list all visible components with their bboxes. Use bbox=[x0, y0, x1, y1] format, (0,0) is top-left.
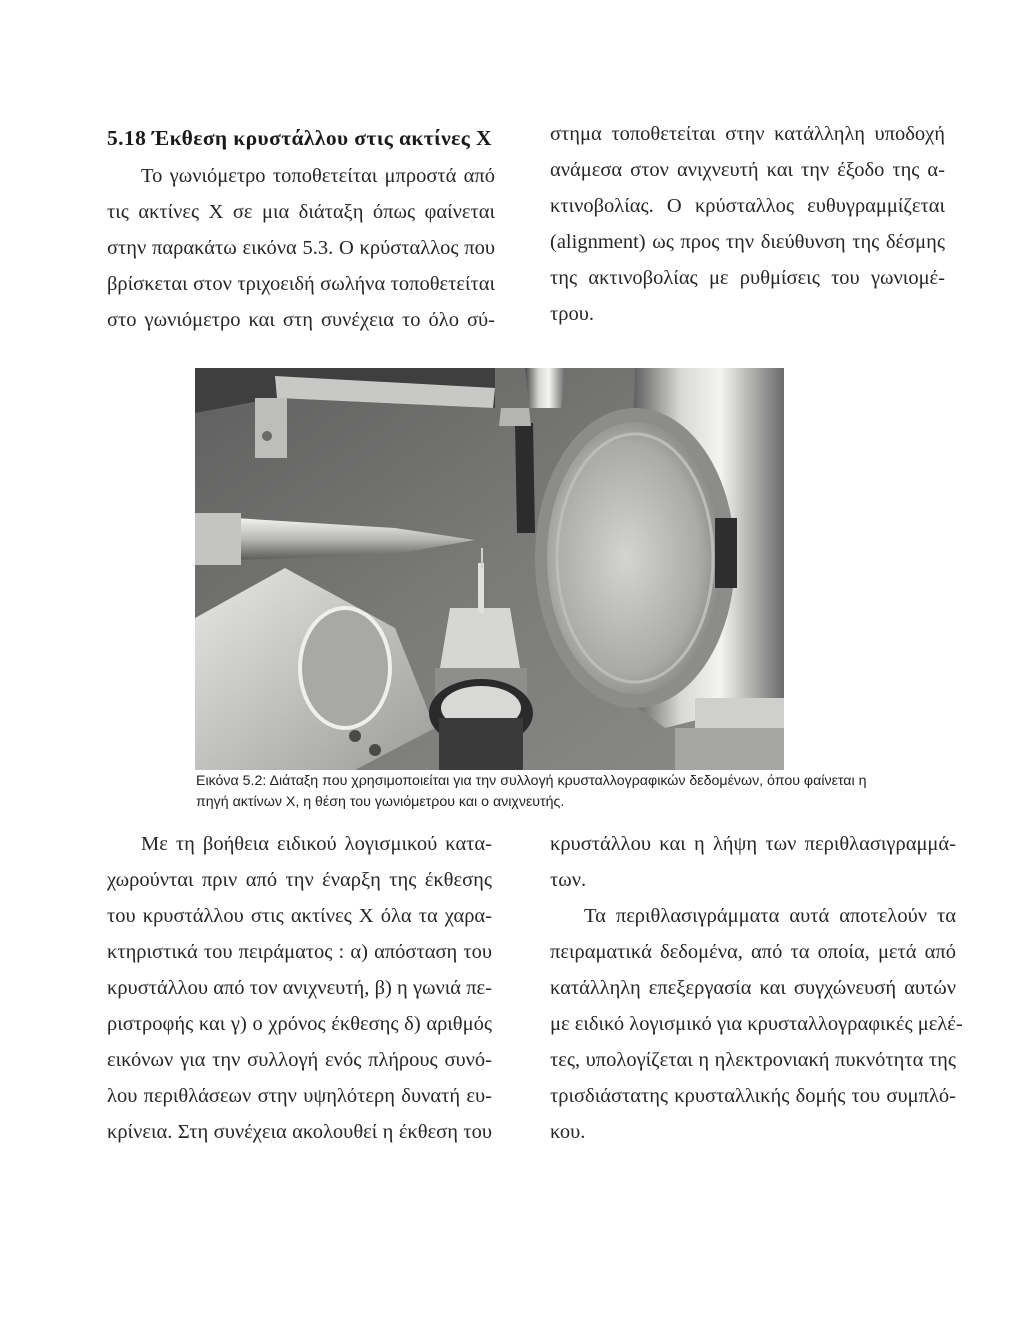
text-line: εικόνων για την συλλογή ενός πλήρους συνό- bbox=[107, 1049, 492, 1071]
top-left-column bbox=[107, 124, 495, 338]
text-line: Με τη βοήθεια ειδικού λογισμικού κατα- bbox=[141, 833, 492, 855]
text-line: Τα περιθλασιγράμματα αυτά αποτελούν τα bbox=[584, 905, 956, 927]
caption-line: πηγή ακτίνων Χ, η θέση του γωνιόμετρου και ο ανιχνευτής. bbox=[196, 794, 565, 810]
section-heading: 5.18 Έκθεση κρυστάλλου στις ακτίνες Χ bbox=[107, 126, 492, 150]
software-paragraph bbox=[107, 826, 492, 1150]
text-line: τες, υπολογίζεται η ηλεκτρονιακή πυκνότητα της bbox=[550, 1049, 956, 1071]
text-line: του κρυστάλλου στις ακτίνες Χ όλα τα χαρα- bbox=[107, 905, 492, 927]
text-line: των. bbox=[550, 869, 587, 891]
text-line: τρου. bbox=[550, 303, 594, 325]
text-line: κρυστάλλου από τον ανιχνευτή, β) η γωνιά πε- bbox=[107, 977, 492, 999]
text-line: βρίσκεται στον τριχοειδή σωλήνα τοποθετείται bbox=[107, 273, 495, 295]
text-line: στην παρακάτω εικόνα 5.3. Ο κρύσταλλος που bbox=[107, 237, 495, 259]
text-line: με ειδικό λογισμικό για κρυσταλλογραφικές μελέ- bbox=[550, 1013, 963, 1035]
diffraction-paragraph bbox=[550, 898, 963, 1150]
text-line: λου περιθλάσεων στην υψηλότερη δυνατή ευ- bbox=[107, 1085, 492, 1107]
intro-paragraph-start bbox=[107, 158, 495, 338]
text-line: κρυστάλλου και η λήψη των περιθλασιγραμμά- bbox=[550, 833, 956, 855]
text-line: ριστροφής και γ) ο χρόνος έκθεσης δ) αριθμός bbox=[107, 1013, 492, 1035]
bottom-right-column bbox=[550, 826, 963, 1150]
text-line: κρίνεια. Στη συνέχεια ακολουθεί η έκθεση του bbox=[107, 1121, 492, 1143]
text-line: της ακτινοβολίας με ρυθμίσεις του γωνιομέ- bbox=[550, 267, 945, 289]
software-paragraph-end bbox=[550, 826, 956, 898]
text-line: κτηριστικά του πειράματος : α) απόσταση του bbox=[107, 941, 492, 963]
top-right-column bbox=[550, 116, 945, 332]
bottom-left-column bbox=[107, 826, 492, 1150]
caption-line: Εικόνα 5.2: Διάταξη που χρησιμοποιείται για την συλλογή κρυσταλλογραφικών δεδομένων, όπου φαίνεται η bbox=[196, 773, 867, 789]
text-line: πειραματικά δεδομένα, από τα οποία, μετά από bbox=[550, 941, 956, 963]
text-line: στο γωνιόμετρο και στη συνέχεια το όλο σύ- bbox=[107, 309, 495, 331]
intro-paragraph-end bbox=[550, 116, 945, 332]
diffractometer-illustration bbox=[195, 368, 784, 770]
diffractometer-photo bbox=[195, 368, 784, 770]
text-line: κτινοβολίας. Ο κρύσταλλος ευθυγραμμίζεται bbox=[550, 195, 945, 217]
text-line: (alignment) ως προς την διεύθυνση της δέσμης bbox=[550, 231, 945, 253]
text-line: ανάμεσα στον ανιχνευτή και την έξοδο της α- bbox=[550, 159, 945, 181]
text-line: Το γωνιόμετρο τοποθετείται μπροστά από bbox=[141, 165, 495, 187]
text-line: κου. bbox=[550, 1121, 586, 1143]
text-line: τις ακτίνες Χ σε μια διάταξη όπως φαίνεται bbox=[107, 201, 495, 223]
text-line: τρισδιάστατης κρυσταλλικής δομής του συμπλό- bbox=[550, 1085, 956, 1107]
text-line: στημα τοποθετείται στην κατάλληλη υποδοχή bbox=[550, 123, 945, 145]
text-line: χωρούνται πριν από την έναρξη της έκθεσης bbox=[107, 869, 492, 891]
figure-caption bbox=[196, 771, 956, 813]
text-line: κατάλληλη επεξεργασία και συγχώνευσή αυτών bbox=[550, 977, 956, 999]
